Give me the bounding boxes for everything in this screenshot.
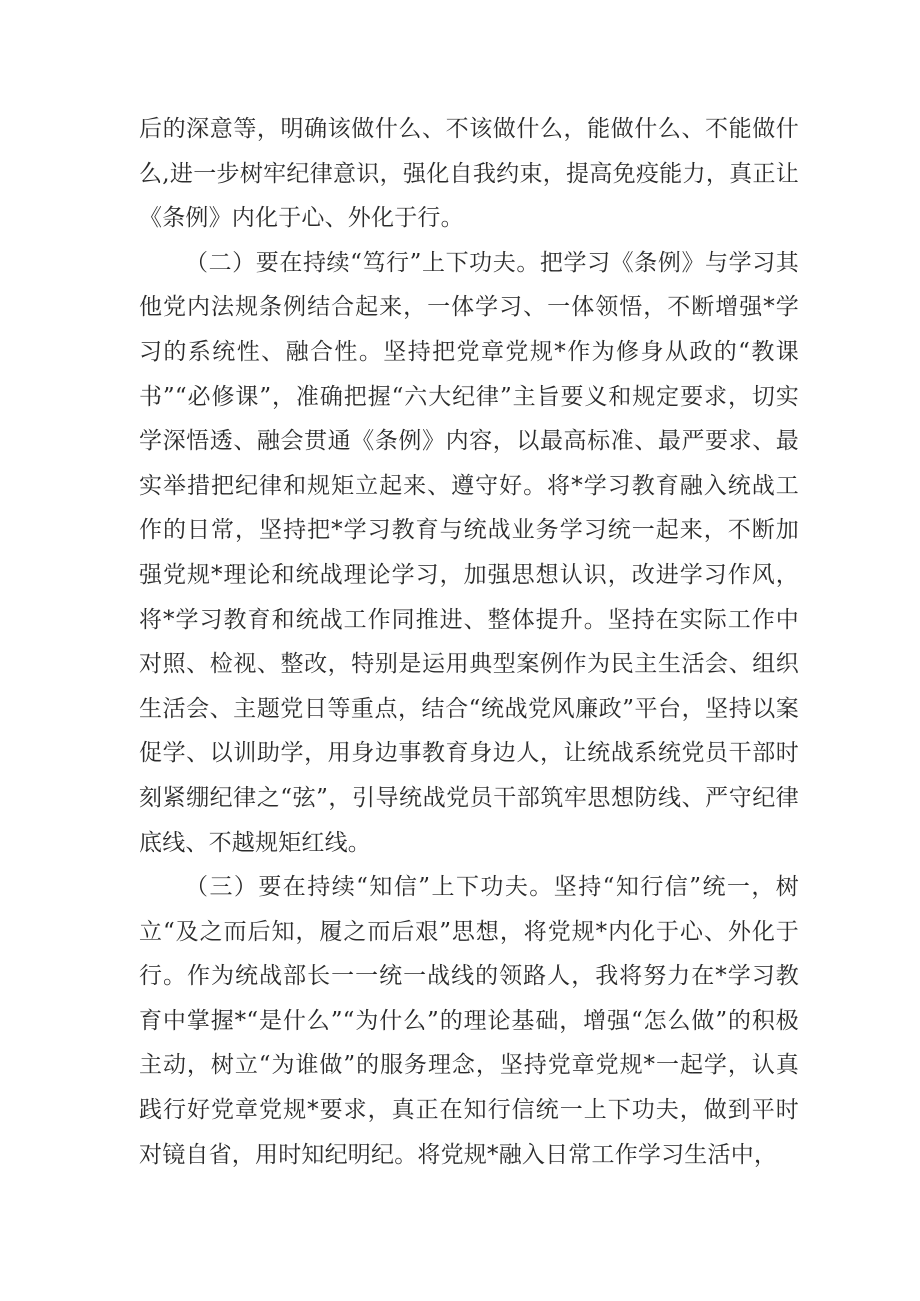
- paragraph-section-two: （二）要在持续“笃行”上下功夫。把学习《条例》与学习其他党内法规条例结合起来，一体学习、一体领悟，不断增强*学习的系统性、融合性。坚持把党章党规*作为修身从政的“教课书”“必修课”，准确把握“六大纪律”主旨要义和规定要求，切实学深悟透、融会贯通《条例》内容，以最高标准、最严要求、最实举措把纪律和规矩立起来、遵守好。将*学习教育融入统战工作的日常，坚持把*学习教育与统战业务学习统一起来，不断加强党规*理论和统战理论学习，加强思想认识，改进学习作风，将*学习教育和统战工作同推进、整体提升。坚持在实际工作中对照、检视、整改，特别是运用典型案例作为民主生活会、组织生活会、主题党日等重点，结合“统战党风廉政”平台，坚持以案促学、以训助学，用身边事教育身边人，让统战系统党员干部时刻紧绷纪律之“弦”，引导统战党员干部筑牢思想防线、严守纪律底线、不越规矩红线。: [139, 249, 799, 856]
- paragraph-continuation: 后的深意等，明确该做什么、不该做什么，能做什么、不能做什么,进一步树牢纪律意识，强化自我约束，提高免疫能力，真正让《条例》内化于心、外化于行。: [139, 116, 799, 232]
- paragraph-section-three: （三）要在持续“知信”上下功夫。坚持“知行信”统一，树立“及之而后知，履之而后艰”思想，将党规*内化于心、外化于行。作为统战部长一一统一战线的领路人，我将努力在*学习教育中掌握*“是什么”“为什么”的理论基础，增强“怎么做”的积极主动，树立“为谁做”的服务理念，坚持党章党规*一起学，认真践行好党章党规*要求，真正在知行信统一上下功夫，做到平时对镜自省，用时知纪明纪。将党规*融入日常工作学习生活中，: [139, 874, 799, 1168]
- document-body: [139, 107, 799, 1177]
